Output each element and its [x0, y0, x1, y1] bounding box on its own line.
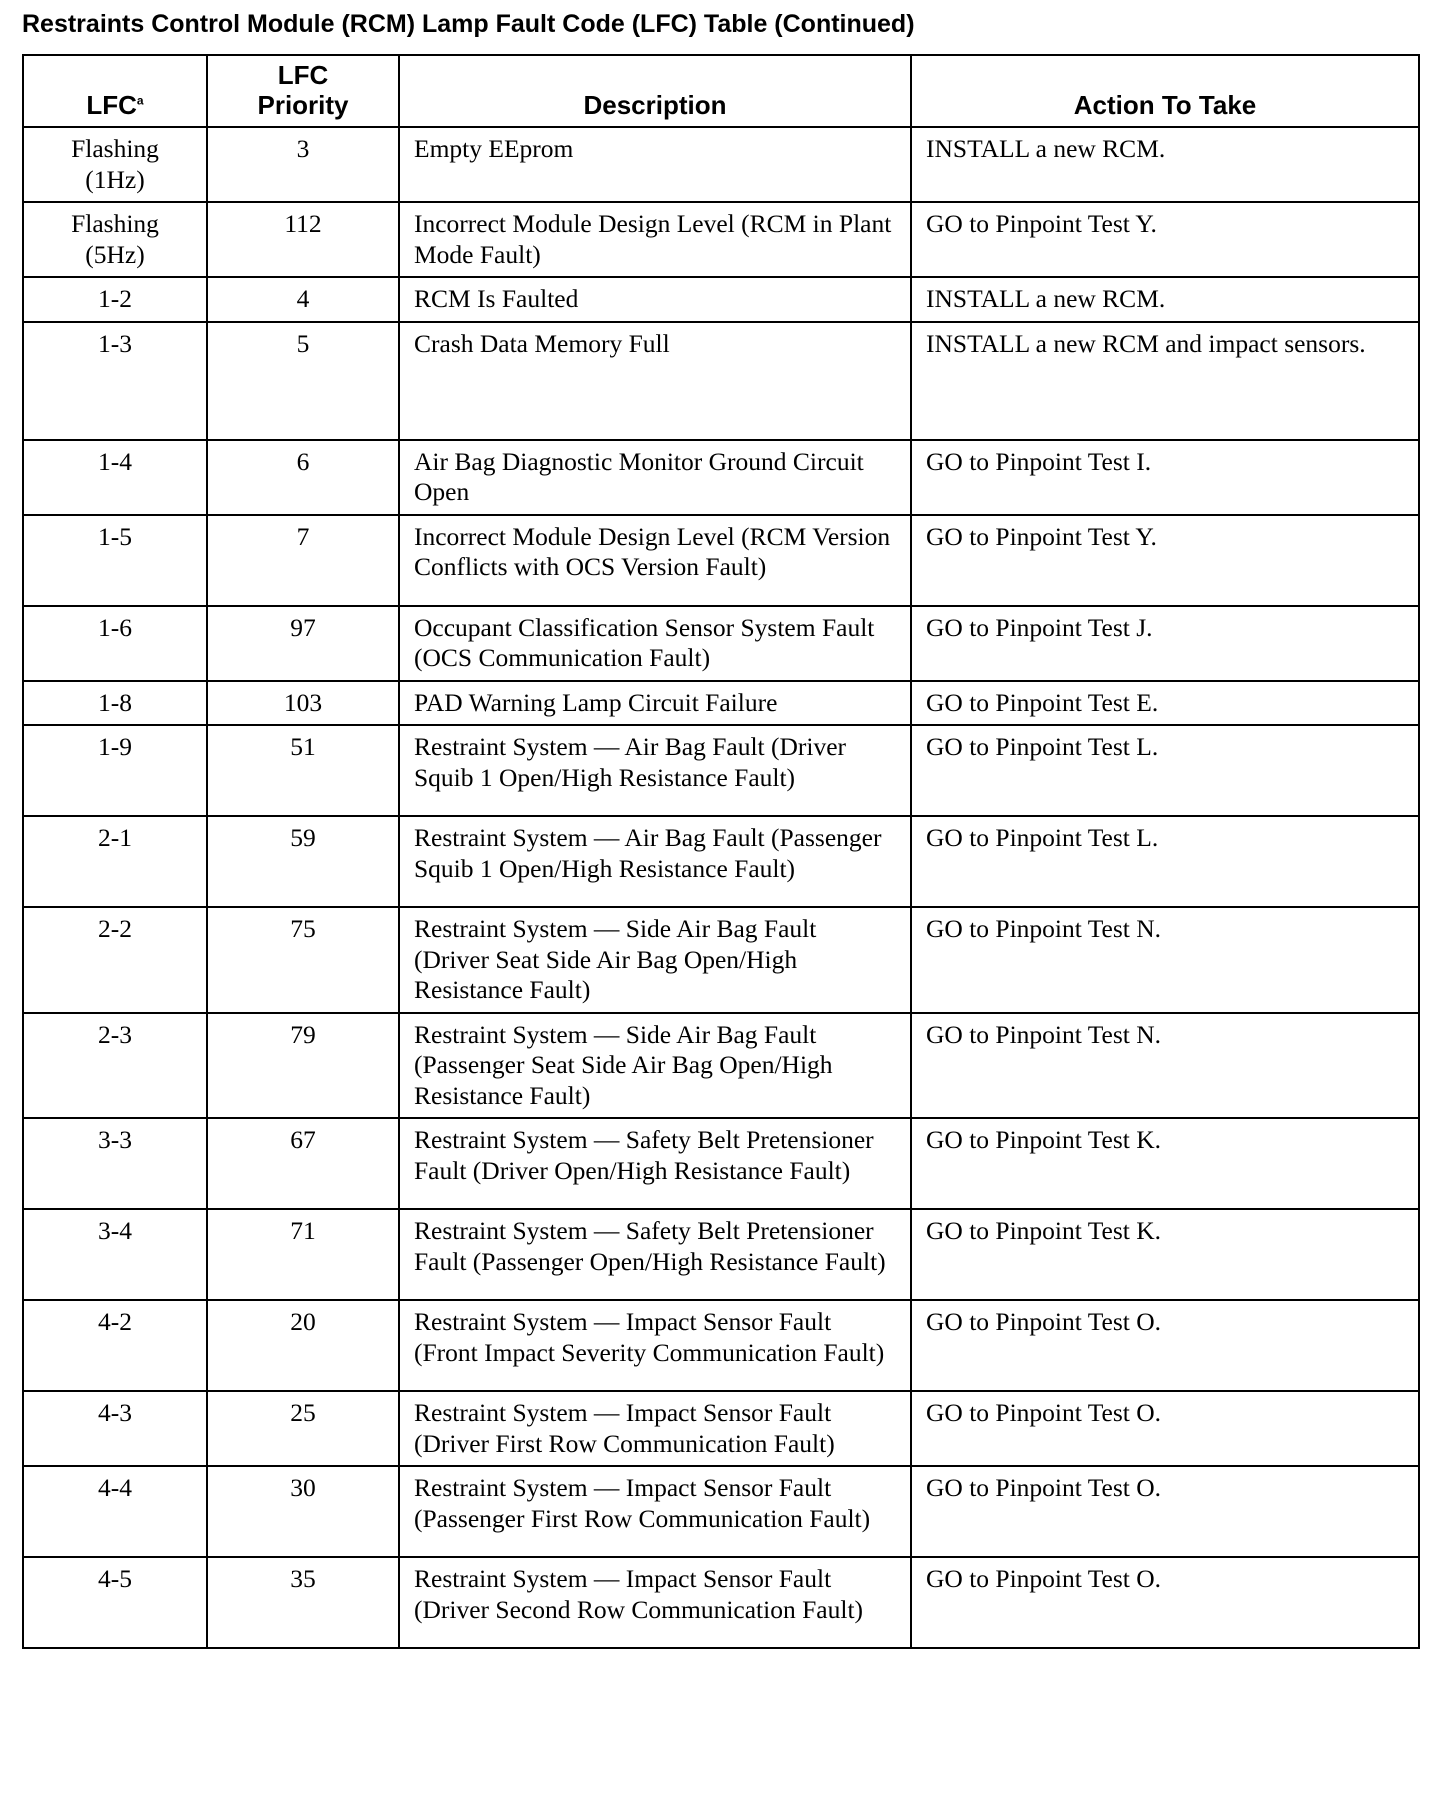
table-row [23, 606, 1419, 681]
cell-lfc-line1: 4-3 [98, 1398, 132, 1427]
header-lfc [23, 55, 207, 127]
cell-priority: 59 [207, 816, 399, 907]
cell-action: GO to Pinpoint Test K. [911, 1209, 1419, 1300]
cell-action: INSTALL a new RCM and impact sensors. [911, 322, 1419, 440]
cell-description: Restraint System — Safety Belt Pretensioner Fault (Driver Open/High Resistance Fault) [399, 1118, 911, 1209]
table-row [23, 816, 1419, 907]
cell-description: Restraint System — Side Air Bag Fault (Passenger Seat Side Air Bag Open/High Resistance Fault) [399, 1013, 911, 1119]
cell-lfc [23, 515, 207, 606]
cell-lfc-line1: 1-5 [98, 521, 132, 551]
cell-lfc [23, 606, 207, 681]
cell-lfc-line1: 1-2 [98, 284, 132, 313]
cell-description: Incorrect Module Design Level (RCM Version Conflicts with OCS Version Fault) [399, 515, 911, 606]
cell-description: Occupant Classification Sensor System Fault (OCS Communication Fault) [399, 606, 911, 681]
cell-priority: 6 [207, 440, 399, 515]
cell-description: Restraint System — Safety Belt Pretensioner Fault (Passenger Open/High Resistance Fault) [399, 1209, 911, 1300]
cell-action: GO to Pinpoint Test L. [911, 816, 1419, 907]
cell-priority: 51 [207, 725, 399, 816]
table-row [23, 202, 1419, 277]
cell-description: Restraint System — Impact Sensor Fault (Passenger First Row Communication Fault) [399, 1466, 911, 1557]
cell-lfc-line1: Flashing [71, 134, 159, 163]
cell-lfc-line1: 1-8 [98, 687, 132, 717]
cell-lfc-line2: (1Hz) [85, 164, 145, 194]
cell-lfc [23, 816, 207, 907]
cell-lfc-line1: 4-4 [98, 1473, 132, 1502]
cell-priority: 35 [207, 1557, 399, 1648]
cell-action: GO to Pinpoint Test N. [911, 907, 1419, 1013]
cell-lfc-line1: 1-9 [98, 732, 132, 761]
cell-priority: 20 [207, 1300, 399, 1391]
header-priority-line2: Priority [257, 90, 349, 120]
cell-description: Air Bag Diagnostic Monitor Ground Circuit Open [399, 440, 911, 515]
cell-description: Restraint System — Air Bag Fault (Passenger Squib 1 Open/High Resistance Fault) [399, 816, 911, 907]
cell-priority: 5 [207, 322, 399, 440]
lfc-table [22, 54, 1420, 1649]
cell-description: PAD Warning Lamp Circuit Failure [399, 681, 911, 726]
cell-action: GO to Pinpoint Test J. [911, 606, 1419, 681]
cell-action: GO to Pinpoint Test K. [911, 1118, 1419, 1209]
cell-priority: 103 [207, 681, 399, 726]
cell-lfc-line1: Flashing [71, 209, 159, 238]
table-row [23, 322, 1419, 440]
cell-action: GO to Pinpoint Test O. [911, 1466, 1419, 1557]
cell-description: Crash Data Memory Full [399, 322, 911, 440]
cell-action: GO to Pinpoint Test I. [911, 440, 1419, 515]
cell-action: GO to Pinpoint Test O. [911, 1300, 1419, 1391]
table-row [23, 127, 1419, 202]
cell-description: Empty EEprom [399, 127, 911, 202]
cell-lfc-line1: 4-2 [98, 1307, 132, 1336]
cell-description: Restraint System — Impact Sensor Fault (Front Impact Severity Communication Fault) [399, 1300, 911, 1391]
cell-action: GO to Pinpoint Test E. [911, 681, 1419, 726]
table-row [23, 907, 1419, 1013]
cell-lfc-line1: 2-1 [98, 823, 132, 852]
header-priority-line1: LFC [277, 60, 329, 90]
table-row [23, 1557, 1419, 1648]
table-row [23, 1118, 1419, 1209]
cell-lfc [23, 127, 207, 202]
cell-action: GO to Pinpoint Test Y. [911, 515, 1419, 606]
cell-description: Restraint System — Impact Sensor Fault (Driver Second Row Communication Fault) [399, 1557, 911, 1648]
cell-lfc [23, 681, 207, 726]
page-title: Restraints Control Module (RCM) Lamp Fault Code (LFC) Table (Continued) [22, 10, 915, 38]
cell-lfc-line2: (5Hz) [85, 239, 145, 269]
cell-lfc-line1: 1-4 [98, 446, 132, 476]
cell-lfc-line1: 4-5 [98, 1564, 132, 1593]
cell-priority: 30 [207, 1466, 399, 1557]
cell-action: INSTALL a new RCM. [911, 277, 1419, 322]
cell-description: RCM Is Faulted [399, 277, 911, 322]
table-row [23, 1209, 1419, 1300]
table-row [23, 1300, 1419, 1391]
cell-action: INSTALL a new RCM. [911, 127, 1419, 202]
cell-priority: 67 [207, 1118, 399, 1209]
cell-action: GO to Pinpoint Test Y. [911, 202, 1419, 277]
cell-priority: 4 [207, 277, 399, 322]
cell-priority: 7 [207, 515, 399, 606]
cell-priority: 112 [207, 202, 399, 277]
cell-priority: 75 [207, 907, 399, 1013]
cell-lfc [23, 1118, 207, 1209]
cell-action: GO to Pinpoint Test O. [911, 1557, 1419, 1648]
cell-action: GO to Pinpoint Test L. [911, 725, 1419, 816]
cell-description: Restraint System — Impact Sensor Fault (Driver First Row Communication Fault) [399, 1391, 911, 1466]
table-row [23, 1013, 1419, 1119]
cell-description: Restraint System — Air Bag Fault (Driver Squib 1 Open/High Resistance Fault) [399, 725, 911, 816]
cell-lfc [23, 907, 207, 1013]
header-description: Description [399, 55, 911, 127]
cell-lfc [23, 1300, 207, 1391]
cell-lfc [23, 725, 207, 816]
cell-lfc [23, 1209, 207, 1300]
cell-lfc [23, 202, 207, 277]
cell-lfc-line1: 1-3 [98, 328, 132, 358]
cell-priority: 25 [207, 1391, 399, 1466]
cell-lfc [23, 1391, 207, 1466]
header-action: Action To Take [911, 55, 1419, 127]
cell-lfc-line1: 2-2 [98, 914, 132, 943]
table-row [23, 1466, 1419, 1557]
table-row [23, 277, 1419, 322]
table-row [23, 440, 1419, 515]
header-lfc-footnote-marker: a [136, 93, 144, 108]
header-lfc-label: LFC [86, 90, 137, 120]
cell-priority: 97 [207, 606, 399, 681]
cell-description: Incorrect Module Design Level (RCM in Plant Mode Fault) [399, 202, 911, 277]
cell-lfc-line1: 1-6 [98, 612, 132, 642]
cell-lfc-line1: 2-3 [98, 1019, 132, 1049]
cell-lfc [23, 1466, 207, 1557]
table-header-row [23, 55, 1419, 127]
cell-priority: 71 [207, 1209, 399, 1300]
cell-lfc [23, 1557, 207, 1648]
cell-lfc [23, 322, 207, 440]
cell-priority: 3 [207, 127, 399, 202]
cell-description: Restraint System — Side Air Bag Fault (Driver Seat Side Air Bag Open/High Resistance Fault) [399, 907, 911, 1013]
header-lfc-priority [207, 55, 399, 127]
cell-lfc-line1: 3-4 [98, 1216, 132, 1245]
table-row [23, 515, 1419, 606]
table-row [23, 1391, 1419, 1466]
table-row [23, 681, 1419, 726]
cell-action: GO to Pinpoint Test O. [911, 1391, 1419, 1466]
cell-action: GO to Pinpoint Test N. [911, 1013, 1419, 1119]
table-row [23, 725, 1419, 816]
cell-priority: 79 [207, 1013, 399, 1119]
cell-lfc-line1: 3-3 [98, 1125, 132, 1154]
cell-lfc [23, 440, 207, 515]
cell-lfc [23, 277, 207, 322]
cell-lfc [23, 1013, 207, 1119]
